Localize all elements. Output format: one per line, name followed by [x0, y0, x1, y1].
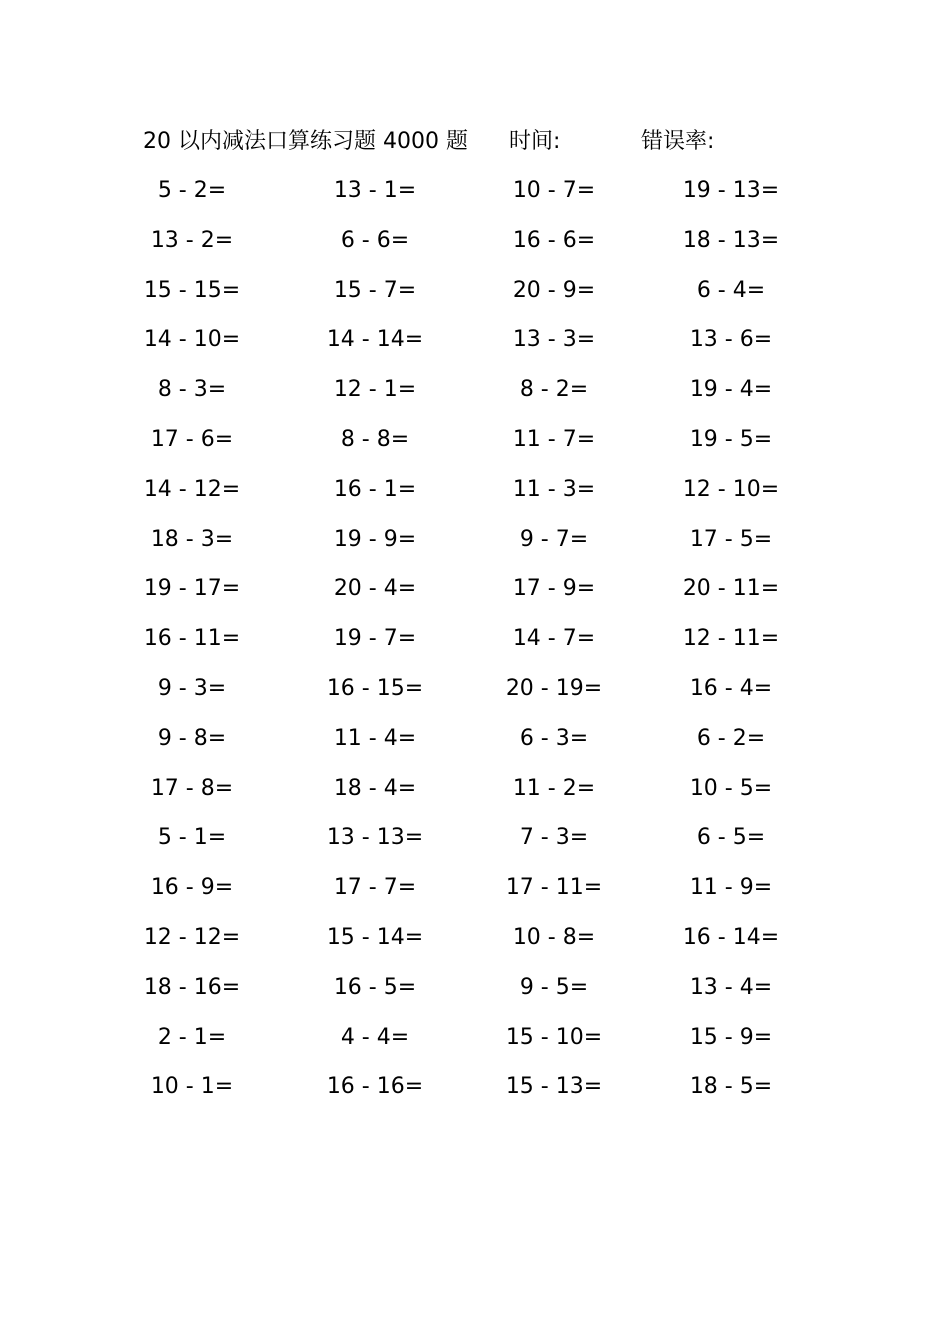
- subtraction-problem: 19 - 5=: [689, 426, 773, 452]
- subtraction-problem: 9 - 7=: [519, 526, 589, 552]
- subtraction-problem: 20 - 4=: [333, 576, 417, 602]
- subtraction-problem: 16 - 1=: [333, 476, 417, 502]
- subtraction-problem: 19 - 4=: [689, 377, 773, 403]
- problem-row: [0, 322, 950, 372]
- subtraction-problem: 13 - 6=: [689, 327, 773, 353]
- subtraction-problem: 12 - 11=: [682, 626, 780, 652]
- subtraction-problem: 18 - 3=: [150, 526, 234, 552]
- subtraction-problem: 16 - 15=: [326, 675, 424, 701]
- subtraction-problem: 17 - 7=: [333, 875, 417, 901]
- subtraction-problem: 20 - 19=: [505, 675, 603, 701]
- subtraction-problem: 17 - 9=: [512, 576, 596, 602]
- subtraction-problem: 9 - 8=: [157, 725, 227, 751]
- subtraction-problem: 11 - 7=: [512, 426, 596, 452]
- subtraction-problem: 6 - 6=: [340, 227, 410, 253]
- time-label: 时间:: [509, 129, 561, 154]
- subtraction-problem: 9 - 3=: [157, 675, 227, 701]
- subtraction-problem: 18 - 13=: [682, 227, 780, 253]
- subtraction-problem: 11 - 4=: [333, 725, 417, 751]
- subtraction-problem: 18 - 5=: [689, 1074, 773, 1100]
- subtraction-problem: 15 - 9=: [689, 1024, 773, 1050]
- problem-row: [0, 472, 950, 522]
- subtraction-problem: 8 - 8=: [340, 426, 410, 452]
- subtraction-problem: 18 - 4=: [333, 775, 417, 801]
- subtraction-problem: 17 - 5=: [689, 526, 773, 552]
- problem-row: [0, 671, 950, 721]
- problem-row: [0, 522, 950, 572]
- problem-row: [0, 721, 950, 771]
- subtraction-problem: 16 - 16=: [326, 1074, 424, 1100]
- subtraction-problem: 10 - 8=: [512, 924, 596, 950]
- subtraction-problem: 11 - 9=: [689, 875, 773, 901]
- subtraction-problem: 8 - 2=: [519, 377, 589, 403]
- subtraction-problem: 5 - 2=: [157, 178, 227, 203]
- problem-row: [0, 372, 950, 422]
- subtraction-problem: 16 - 4=: [689, 675, 773, 701]
- subtraction-problem: 17 - 6=: [150, 426, 234, 452]
- subtraction-problem: 16 - 9=: [150, 875, 234, 901]
- subtraction-problem: 2 - 1=: [157, 1024, 227, 1050]
- subtraction-problem: 15 - 14=: [326, 924, 424, 950]
- subtraction-problem: 12 - 12=: [143, 924, 241, 950]
- subtraction-problem: 19 - 13=: [682, 178, 780, 203]
- subtraction-problem: 17 - 11=: [505, 875, 603, 901]
- problem-row: [0, 571, 950, 621]
- subtraction-problem: 12 - 1=: [333, 377, 417, 403]
- problem-row: [0, 820, 950, 870]
- subtraction-problem: 16 - 11=: [143, 626, 241, 652]
- problem-row: [0, 173, 950, 223]
- subtraction-problem: 13 - 2=: [150, 227, 234, 253]
- problem-row: [0, 223, 950, 273]
- problem-row: [0, 273, 950, 323]
- subtraction-problem: 5 - 1=: [157, 825, 227, 851]
- subtraction-problem: 15 - 7=: [333, 277, 417, 303]
- subtraction-problem: 9 - 5=: [519, 974, 589, 1000]
- subtraction-problem: 11 - 3=: [512, 476, 596, 502]
- subtraction-problem: 13 - 1=: [333, 178, 417, 203]
- subtraction-problem: 10 - 5=: [689, 775, 773, 801]
- problem-grid: [0, 173, 950, 1119]
- subtraction-problem: 20 - 9=: [512, 277, 596, 303]
- subtraction-problem: 10 - 7=: [512, 178, 596, 203]
- subtraction-problem: 8 - 3=: [157, 377, 227, 403]
- worksheet-title: 20 以内减法口算练习题 4000 题: [143, 129, 468, 154]
- error-rate-label: 错误率:: [641, 129, 715, 154]
- subtraction-problem: 13 - 13=: [326, 825, 424, 851]
- subtraction-problem: 13 - 4=: [689, 974, 773, 1000]
- problem-row: [0, 970, 950, 1020]
- subtraction-problem: 7 - 3=: [519, 825, 589, 851]
- subtraction-problem: 14 - 12=: [143, 476, 241, 502]
- subtraction-problem: 14 - 10=: [143, 327, 241, 353]
- problem-row: [0, 621, 950, 671]
- subtraction-problem: 13 - 3=: [512, 327, 596, 353]
- subtraction-problem: 20 - 11=: [682, 576, 780, 602]
- problem-row: [0, 771, 950, 821]
- problem-row: [0, 870, 950, 920]
- subtraction-problem: 18 - 16=: [143, 974, 241, 1000]
- subtraction-problem: 19 - 7=: [333, 626, 417, 652]
- subtraction-problem: 15 - 15=: [143, 277, 241, 303]
- subtraction-problem: 15 - 10=: [505, 1024, 603, 1050]
- subtraction-problem: 17 - 8=: [150, 775, 234, 801]
- subtraction-problem: 11 - 2=: [512, 775, 596, 801]
- subtraction-problem: 4 - 4=: [340, 1024, 410, 1050]
- problem-row: [0, 422, 950, 472]
- subtraction-problem: 6 - 4=: [696, 277, 766, 303]
- subtraction-problem: 14 - 7=: [512, 626, 596, 652]
- subtraction-problem: 15 - 13=: [505, 1074, 603, 1100]
- problem-row: [0, 1020, 950, 1070]
- subtraction-problem: 12 - 10=: [682, 476, 780, 502]
- subtraction-problem: 6 - 3=: [519, 725, 589, 751]
- problem-row: [0, 920, 950, 970]
- subtraction-problem: 14 - 14=: [326, 327, 424, 353]
- subtraction-problem: 10 - 1=: [150, 1074, 234, 1100]
- subtraction-problem: 19 - 17=: [143, 576, 241, 602]
- problem-row: [0, 1069, 950, 1119]
- subtraction-problem: 6 - 5=: [696, 825, 766, 851]
- subtraction-problem: 19 - 9=: [333, 526, 417, 552]
- subtraction-problem: 16 - 6=: [512, 227, 596, 253]
- subtraction-problem: 6 - 2=: [696, 725, 766, 751]
- subtraction-problem: 16 - 5=: [333, 974, 417, 1000]
- subtraction-problem: 16 - 14=: [682, 924, 780, 950]
